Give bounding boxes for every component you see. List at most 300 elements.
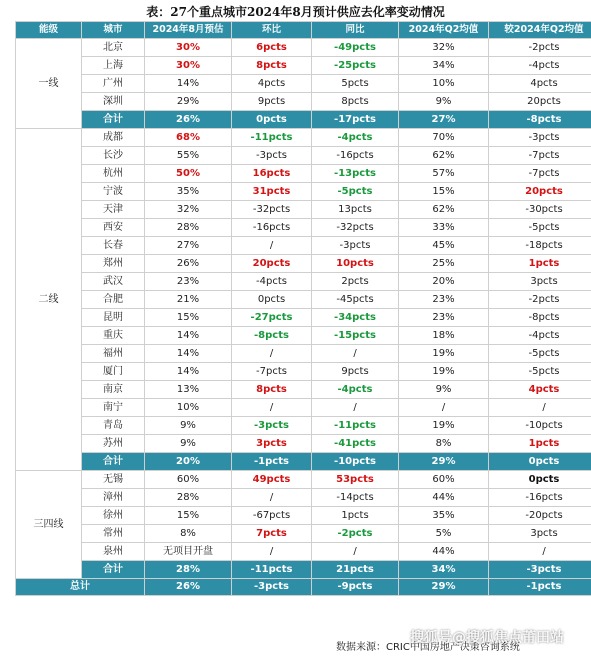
city-cell: 宁波 bbox=[82, 183, 145, 201]
cell-value: 13% bbox=[176, 384, 200, 395]
cell-value: 0pcts bbox=[257, 294, 286, 305]
value-cell bbox=[232, 345, 312, 363]
cell-value: -30pcts bbox=[525, 204, 563, 215]
cell-value: 35% bbox=[176, 186, 200, 197]
cell-value: -15pcts bbox=[334, 330, 376, 341]
cell-value: 0pcts bbox=[528, 474, 560, 485]
table-row bbox=[16, 363, 591, 381]
cell-value: -7pcts bbox=[528, 168, 560, 179]
subtotal-value: -17pcts bbox=[312, 111, 399, 129]
cell-value: -10pcts bbox=[525, 420, 563, 431]
cell-value: -13pcts bbox=[334, 168, 376, 179]
value-cell bbox=[232, 489, 312, 507]
value-cell bbox=[312, 363, 399, 381]
cell-value: 10% bbox=[176, 402, 200, 413]
cell-value: 23% bbox=[176, 276, 200, 287]
value-cell bbox=[232, 399, 312, 417]
value-cell bbox=[312, 399, 399, 417]
cell-value: 34% bbox=[432, 60, 455, 71]
cell-value: -5pcts bbox=[528, 222, 560, 233]
value-cell bbox=[489, 75, 591, 93]
cell-value: 70% bbox=[432, 132, 455, 143]
table-title: 表：27个重点城市2024年8月预计供应去化率变动情况 bbox=[146, 5, 445, 19]
value-cell bbox=[312, 525, 399, 543]
value-cell bbox=[489, 525, 591, 543]
value-cell bbox=[145, 327, 232, 345]
subtotal-value: 20% bbox=[145, 453, 232, 471]
cell-value: 53pcts bbox=[336, 474, 374, 485]
cell-value: -11pcts bbox=[250, 132, 293, 143]
cell-value: 15% bbox=[432, 186, 455, 197]
value-cell bbox=[232, 165, 312, 183]
city-cell: 长沙 bbox=[82, 147, 145, 165]
cell-value: 3pcts bbox=[256, 438, 287, 449]
value-cell bbox=[312, 129, 399, 147]
cell-value: 32% bbox=[176, 204, 200, 215]
cell-value: 8pcts bbox=[256, 60, 287, 71]
subtotal-value: 21pcts bbox=[312, 561, 399, 579]
cell-value: 9pcts bbox=[341, 366, 369, 377]
value-cell bbox=[399, 255, 489, 273]
value-cell bbox=[399, 543, 489, 561]
value-cell bbox=[399, 291, 489, 309]
cell-value: 30% bbox=[176, 60, 200, 71]
cell-value: 55% bbox=[176, 150, 200, 161]
value-cell bbox=[145, 525, 232, 543]
cell-value: 49pcts bbox=[252, 474, 291, 485]
value-cell bbox=[489, 183, 591, 201]
value-cell bbox=[312, 57, 399, 75]
cell-value: -16pcts bbox=[525, 492, 563, 503]
city-cell: 广州 bbox=[82, 75, 145, 93]
value-cell bbox=[232, 201, 312, 219]
value-cell bbox=[232, 255, 312, 273]
subtotal-value: -11pcts bbox=[232, 561, 312, 579]
value-cell bbox=[489, 345, 591, 363]
value-cell bbox=[312, 471, 399, 489]
table-row bbox=[16, 327, 591, 345]
cell-value: 10pcts bbox=[336, 258, 374, 269]
cell-value: 9% bbox=[435, 96, 452, 107]
table-row bbox=[16, 273, 591, 291]
value-cell bbox=[489, 363, 591, 381]
cell-value: 29% bbox=[176, 96, 200, 107]
cell-value: -5pcts bbox=[337, 186, 373, 197]
table-row bbox=[16, 183, 591, 201]
cell-value: -3pcts bbox=[254, 420, 289, 431]
value-cell bbox=[489, 435, 591, 453]
cell-value: 19% bbox=[432, 348, 455, 359]
value-cell bbox=[312, 291, 399, 309]
value-cell bbox=[145, 147, 232, 165]
grand-total-value: 26% bbox=[145, 579, 232, 596]
value-cell bbox=[312, 309, 399, 327]
cell-value: 62% bbox=[432, 204, 455, 215]
value-cell bbox=[399, 273, 489, 291]
cell-value: 23% bbox=[432, 312, 455, 323]
value-cell bbox=[312, 75, 399, 93]
cell-value: -32pcts bbox=[252, 204, 291, 215]
city-cell: 厦门 bbox=[82, 363, 145, 381]
value-cell bbox=[145, 75, 232, 93]
subtotal-value: 28% bbox=[145, 561, 232, 579]
table-row bbox=[16, 291, 591, 309]
value-cell bbox=[145, 489, 232, 507]
value-cell bbox=[145, 309, 232, 327]
table-row bbox=[16, 525, 591, 543]
value-cell bbox=[145, 201, 232, 219]
grand-total-row bbox=[16, 579, 591, 596]
subtotal-row bbox=[16, 561, 591, 579]
value-cell bbox=[489, 147, 591, 165]
value-cell bbox=[145, 129, 232, 147]
cell-value: -49pcts bbox=[334, 42, 376, 53]
value-cell bbox=[232, 129, 312, 147]
city-cell: 无锡 bbox=[82, 471, 145, 489]
cell-value: 23% bbox=[432, 294, 455, 305]
subtotal-value: 0pcts bbox=[232, 111, 312, 129]
table-row bbox=[16, 39, 591, 57]
value-cell bbox=[232, 57, 312, 75]
value-cell bbox=[399, 183, 489, 201]
cell-value: 3pcts bbox=[530, 528, 558, 539]
cell-value: 4pcts bbox=[257, 78, 286, 89]
value-cell bbox=[399, 129, 489, 147]
cell-value: 20pcts bbox=[527, 96, 561, 107]
cell-value: -25pcts bbox=[334, 60, 376, 71]
value-cell bbox=[145, 273, 232, 291]
value-cell bbox=[312, 489, 399, 507]
cell-value: -7pcts bbox=[256, 366, 287, 377]
cell-value: -67pcts bbox=[252, 510, 291, 521]
cell-value: 14% bbox=[176, 78, 200, 89]
cell-value: -2pcts bbox=[337, 528, 373, 539]
cell-value: -4pcts bbox=[528, 60, 560, 71]
value-cell bbox=[489, 291, 591, 309]
value-cell bbox=[399, 39, 489, 57]
value-cell bbox=[145, 435, 232, 453]
value-cell bbox=[312, 255, 399, 273]
table-row bbox=[16, 129, 591, 147]
city-cell: 上海 bbox=[82, 57, 145, 75]
value-cell bbox=[312, 165, 399, 183]
cell-value: 44% bbox=[432, 492, 455, 503]
cell-value: 21% bbox=[176, 294, 200, 305]
value-cell bbox=[399, 309, 489, 327]
cell-value: 18% bbox=[432, 330, 455, 341]
value-cell bbox=[145, 543, 232, 561]
grand-total-value: 29% bbox=[399, 579, 489, 596]
value-cell bbox=[489, 165, 591, 183]
cell-value: -20pcts bbox=[525, 510, 563, 521]
value-cell bbox=[399, 93, 489, 111]
value-cell bbox=[312, 273, 399, 291]
value-cell bbox=[399, 489, 489, 507]
cell-value: -4pcts bbox=[528, 330, 560, 341]
cell-value: -3pcts bbox=[256, 150, 287, 161]
value-cell bbox=[232, 219, 312, 237]
cell-value: / bbox=[441, 402, 446, 413]
cell-value: 1pcts bbox=[528, 258, 560, 269]
tier-label: 一线 bbox=[16, 39, 82, 129]
cell-value: / bbox=[269, 546, 274, 557]
subtotal-label: 合计 bbox=[82, 453, 145, 471]
cell-value: 9pcts bbox=[257, 96, 286, 107]
city-cell: 深圳 bbox=[82, 93, 145, 111]
value-cell bbox=[232, 507, 312, 525]
cell-value: -16pcts bbox=[336, 150, 374, 161]
value-cell bbox=[145, 291, 232, 309]
table-row bbox=[16, 381, 591, 399]
value-cell bbox=[145, 183, 232, 201]
cell-value: 57% bbox=[432, 168, 455, 179]
value-cell bbox=[312, 237, 399, 255]
value-cell bbox=[232, 525, 312, 543]
value-cell bbox=[399, 525, 489, 543]
table-row bbox=[16, 435, 591, 453]
cell-value: 9% bbox=[435, 384, 452, 395]
cell-value: 44% bbox=[432, 546, 455, 557]
table-row bbox=[16, 255, 591, 273]
value-cell bbox=[399, 165, 489, 183]
value-cell bbox=[232, 327, 312, 345]
city-cell: 合肥 bbox=[82, 291, 145, 309]
cell-value: -11pcts bbox=[334, 420, 376, 431]
cell-value: / bbox=[353, 348, 357, 359]
table-row bbox=[16, 201, 591, 219]
cell-value: -4pcts bbox=[337, 132, 373, 143]
value-cell bbox=[145, 57, 232, 75]
cell-value: -4pcts bbox=[256, 276, 287, 287]
value-cell bbox=[489, 543, 591, 561]
value-cell bbox=[489, 129, 591, 147]
city-cell: 福州 bbox=[82, 345, 145, 363]
value-cell bbox=[232, 237, 312, 255]
city-cell: 南宁 bbox=[82, 399, 145, 417]
value-cell bbox=[312, 435, 399, 453]
value-cell bbox=[489, 471, 591, 489]
data-source-note: 数据来源：CRIC中国房地产决策咨询系统 bbox=[336, 642, 520, 653]
cell-value: 1pcts bbox=[528, 438, 560, 449]
table-row bbox=[16, 93, 591, 111]
subtotal-value: -1pcts bbox=[232, 453, 312, 471]
cell-value: -41pcts bbox=[334, 438, 376, 449]
table-row bbox=[16, 399, 591, 417]
cell-value: 19% bbox=[432, 366, 455, 377]
subtotal-value: -10pcts bbox=[312, 453, 399, 471]
table-row bbox=[16, 75, 591, 93]
cell-value: -5pcts bbox=[528, 366, 560, 377]
cell-value: 60% bbox=[176, 474, 200, 485]
subtotal-row bbox=[16, 453, 591, 471]
cell-value: 16pcts bbox=[252, 168, 291, 179]
subtotal-value: 0pcts bbox=[489, 453, 591, 471]
subtotal-value: 27% bbox=[399, 111, 489, 129]
value-cell bbox=[232, 183, 312, 201]
cell-value: 3pcts bbox=[530, 276, 558, 287]
cell-value: 15% bbox=[176, 510, 200, 521]
value-cell bbox=[399, 237, 489, 255]
cell-value: -8pcts bbox=[254, 330, 289, 341]
value-cell bbox=[399, 417, 489, 435]
column-header: 2024年Q2均值 bbox=[399, 22, 489, 39]
value-cell bbox=[489, 309, 591, 327]
subtotal-value: -8pcts bbox=[489, 111, 591, 129]
cell-value: -34pcts bbox=[334, 312, 376, 323]
cell-value: 9% bbox=[180, 420, 196, 431]
value-cell bbox=[399, 381, 489, 399]
subtotal-row bbox=[16, 111, 591, 129]
cell-value: / bbox=[353, 402, 357, 413]
cell-value: 8% bbox=[180, 528, 196, 539]
grand-total-label: 总计 bbox=[16, 579, 145, 596]
value-cell bbox=[232, 471, 312, 489]
value-cell bbox=[399, 399, 489, 417]
value-cell bbox=[312, 507, 399, 525]
cell-value: 33% bbox=[432, 222, 455, 233]
subtotal-value: 26% bbox=[145, 111, 232, 129]
cell-value: / bbox=[269, 240, 274, 251]
cell-value: 8% bbox=[435, 438, 452, 449]
value-cell bbox=[399, 201, 489, 219]
value-cell bbox=[232, 543, 312, 561]
subtotal-value: -3pcts bbox=[489, 561, 591, 579]
cell-value: 2pcts bbox=[341, 276, 369, 287]
cell-value: 20% bbox=[432, 276, 455, 287]
value-cell bbox=[232, 381, 312, 399]
cell-value: -8pcts bbox=[528, 312, 560, 323]
value-cell bbox=[489, 93, 591, 111]
value-cell bbox=[399, 57, 489, 75]
cell-value: 10% bbox=[432, 78, 455, 89]
cell-value: -14pcts bbox=[336, 492, 374, 503]
cell-value: 68% bbox=[176, 132, 200, 143]
cell-value: 50% bbox=[176, 168, 200, 179]
cell-value: -16pcts bbox=[252, 222, 291, 233]
cell-value: 14% bbox=[176, 366, 200, 377]
cell-value: -3pcts bbox=[528, 132, 560, 143]
value-cell bbox=[145, 93, 232, 111]
value-cell bbox=[145, 399, 232, 417]
cell-value: 4pcts bbox=[528, 384, 560, 395]
subtotal-value: 29% bbox=[399, 453, 489, 471]
value-cell bbox=[145, 255, 232, 273]
value-cell bbox=[399, 75, 489, 93]
cell-value: 30% bbox=[176, 42, 200, 53]
cell-value: -32pcts bbox=[336, 222, 374, 233]
value-cell bbox=[489, 489, 591, 507]
value-cell bbox=[399, 507, 489, 525]
value-cell bbox=[399, 147, 489, 165]
cell-value: 14% bbox=[176, 330, 200, 341]
value-cell bbox=[312, 147, 399, 165]
tier-label: 二线 bbox=[16, 129, 82, 471]
city-cell: 西安 bbox=[82, 219, 145, 237]
table-row bbox=[16, 507, 591, 525]
column-header: 较2024年Q2均值 bbox=[489, 22, 591, 39]
value-cell bbox=[489, 327, 591, 345]
value-cell bbox=[145, 471, 232, 489]
value-cell bbox=[232, 93, 312, 111]
cell-value: 19% bbox=[432, 420, 455, 431]
cell-value: -45pcts bbox=[336, 294, 374, 305]
watermark: 搜狐号@搜狐焦点莆田站 bbox=[410, 630, 564, 646]
cell-value: 28% bbox=[176, 222, 200, 233]
cell-value: 9% bbox=[180, 438, 196, 449]
cell-value: 5% bbox=[435, 528, 452, 539]
value-cell bbox=[312, 93, 399, 111]
cell-value: / bbox=[269, 492, 274, 503]
cell-value: 6pcts bbox=[256, 42, 287, 53]
value-cell bbox=[232, 75, 312, 93]
city-cell: 成都 bbox=[82, 129, 145, 147]
cell-value: 20pcts bbox=[525, 186, 563, 197]
cell-value: 7pcts bbox=[256, 528, 287, 539]
value-cell bbox=[489, 237, 591, 255]
city-cell: 泉州 bbox=[82, 543, 145, 561]
value-cell bbox=[312, 345, 399, 363]
value-cell bbox=[489, 507, 591, 525]
subtotal-value: 34% bbox=[399, 561, 489, 579]
value-cell bbox=[312, 327, 399, 345]
city-cell: 重庆 bbox=[82, 327, 145, 345]
value-cell bbox=[232, 39, 312, 57]
tier-label: 三四线 bbox=[16, 471, 82, 579]
cell-value: 45% bbox=[432, 240, 455, 251]
value-cell bbox=[145, 381, 232, 399]
grand-total-value: -3pcts bbox=[232, 579, 312, 596]
value-cell bbox=[489, 201, 591, 219]
cell-value: 35% bbox=[432, 510, 455, 521]
value-cell bbox=[312, 201, 399, 219]
value-cell bbox=[145, 363, 232, 381]
cell-value: 8pcts bbox=[256, 384, 287, 395]
column-header: 能级 bbox=[16, 22, 82, 39]
value-cell bbox=[399, 363, 489, 381]
column-header: 环比 bbox=[232, 22, 312, 39]
value-cell bbox=[312, 417, 399, 435]
table-row bbox=[16, 219, 591, 237]
cell-value: / bbox=[353, 546, 357, 557]
value-cell bbox=[232, 363, 312, 381]
city-cell: 漳州 bbox=[82, 489, 145, 507]
cell-value: -4pcts bbox=[337, 384, 373, 395]
value-cell bbox=[232, 417, 312, 435]
cell-value: 13pcts bbox=[338, 204, 372, 215]
cell-value: 无项目开盘 bbox=[163, 546, 213, 557]
cell-value: -7pcts bbox=[528, 150, 560, 161]
table-row bbox=[16, 237, 591, 255]
city-cell: 南京 bbox=[82, 381, 145, 399]
city-cell: 徐州 bbox=[82, 507, 145, 525]
cell-value: / bbox=[269, 348, 274, 359]
city-cell: 郑州 bbox=[82, 255, 145, 273]
column-header: 2024年8月预估 bbox=[145, 22, 232, 39]
value-cell bbox=[489, 399, 591, 417]
value-cell bbox=[399, 345, 489, 363]
value-cell bbox=[489, 255, 591, 273]
value-cell bbox=[232, 291, 312, 309]
cell-value: 1pcts bbox=[341, 510, 369, 521]
cell-value: -3pcts bbox=[339, 240, 371, 251]
city-cell: 常州 bbox=[82, 525, 145, 543]
column-header: 城市 bbox=[82, 22, 145, 39]
table-row bbox=[16, 489, 591, 507]
supply-absorption-table bbox=[15, 21, 591, 596]
cell-value: 62% bbox=[432, 150, 455, 161]
cell-value: -5pcts bbox=[528, 348, 560, 359]
value-cell bbox=[232, 309, 312, 327]
